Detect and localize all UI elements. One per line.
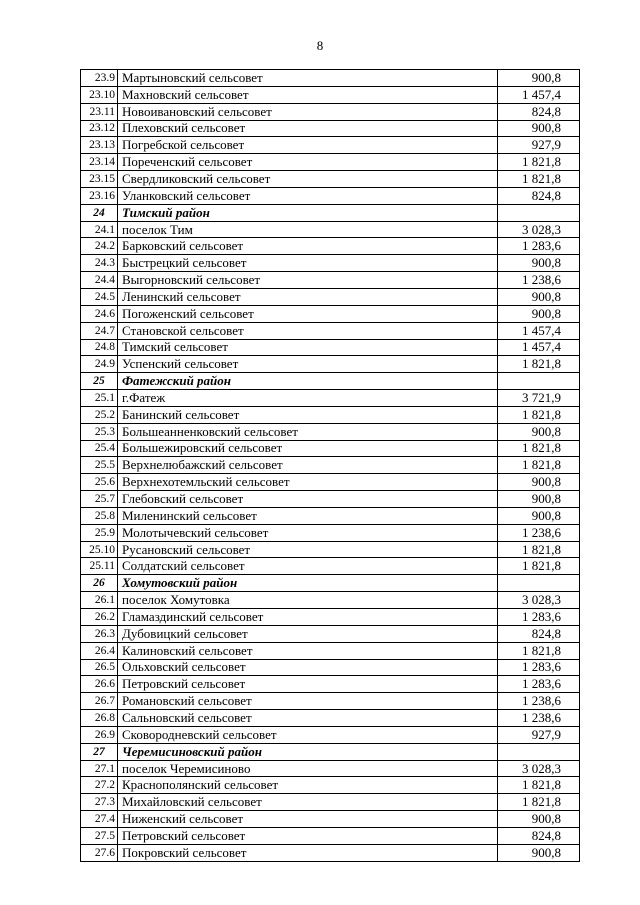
settlement-name-cell: Покровский сельсовет [118,844,498,861]
amount-cell [498,373,580,390]
row-number-cell: 27.6 [81,844,118,861]
row-number-cell: 27 [81,743,118,760]
settlement-name-cell: Мартыновский сельсовет [118,70,498,87]
amount-cell: 1 283,6 [498,659,580,676]
table-row [81,811,580,828]
district-row [81,373,580,390]
settlement-name-cell: Погребской сельсовет [118,137,498,154]
table-row [81,255,580,272]
table-row [81,171,580,188]
settlement-name-cell: Ольховский сельсовет [118,659,498,676]
amount-cell [498,575,580,592]
amount-cell: 824,8 [498,187,580,204]
table-row [81,86,580,103]
row-number-cell: 27.3 [81,794,118,811]
amount-cell: 1 821,8 [498,642,580,659]
amount-cell: 900,8 [498,474,580,491]
row-number-cell: 23.10 [81,86,118,103]
settlement-name-cell: Погоженский сельсовет [118,305,498,322]
district-row [81,743,580,760]
amount-cell: 3 028,3 [498,760,580,777]
page-number: 8 [316,38,324,53]
table-row [81,659,580,676]
row-number-cell: 26.5 [81,659,118,676]
row-number-cell: 25.11 [81,558,118,575]
settlement-name-cell: поселок Хомутовка [118,592,498,609]
row-number-cell: 23.15 [81,171,118,188]
table-row [81,322,580,339]
settlement-name-cell: поселок Тим [118,221,498,238]
settlement-name-cell: Большеанненковский сельсовет [118,423,498,440]
table-row [81,693,580,710]
table-row [81,137,580,154]
amount-cell: 1 821,8 [498,541,580,558]
settlement-name-cell: Выгорновский сельсовет [118,272,498,289]
settlement-name-cell: Солдатский сельсовет [118,558,498,575]
row-number-cell: 24.4 [81,272,118,289]
row-number-cell: 24.8 [81,339,118,356]
amount-cell: 900,8 [498,305,580,322]
row-number-cell: 25.3 [81,423,118,440]
amount-cell: 1 821,8 [498,171,580,188]
table-row [81,609,580,626]
allocation-table [80,69,580,862]
row-number-cell: 24.9 [81,356,118,373]
settlement-name-cell: Михайловский сельсовет [118,794,498,811]
settlement-name-cell: Черемисиновский район [118,743,498,760]
table-row [81,339,580,356]
amount-cell: 900,8 [498,255,580,272]
table-row [81,777,580,794]
settlement-name-cell: Тимский сельсовет [118,339,498,356]
settlement-name-cell: Гламаздинский сельсовет [118,609,498,626]
settlement-name-cell: Свердликовский сельсовет [118,171,498,188]
row-number-cell: 23.12 [81,120,118,137]
table-row [81,507,580,524]
settlement-name-cell: Калиновский сельсовет [118,642,498,659]
row-number-cell: 27.2 [81,777,118,794]
amount-cell: 3 028,3 [498,592,580,609]
amount-cell: 3 721,9 [498,390,580,407]
table-row [81,272,580,289]
settlement-name-cell: Петровский сельсовет [118,827,498,844]
amount-cell: 1 821,8 [498,154,580,171]
row-number-cell: 23.13 [81,137,118,154]
row-number-cell: 24 [81,204,118,221]
table-row [81,356,580,373]
settlement-name-cell: Большежировский сельсовет [118,440,498,457]
row-number-cell: 24.5 [81,288,118,305]
row-number-cell: 27.1 [81,760,118,777]
row-number-cell: 24.1 [81,221,118,238]
row-number-cell: 25.6 [81,474,118,491]
row-number-cell: 23.9 [81,70,118,87]
table-row [81,238,580,255]
settlement-name-cell: Краснополянский сельсовет [118,777,498,794]
row-number-cell: 26.1 [81,592,118,609]
settlement-name-cell: Верхнехотемльский сельсовет [118,474,498,491]
row-number-cell: 25.10 [81,541,118,558]
settlement-name-cell: Петровский сельсовет [118,676,498,693]
table-row [81,120,580,137]
table-row [81,710,580,727]
row-number-cell: 23.14 [81,154,118,171]
amount-cell: 900,8 [498,844,580,861]
settlement-name-cell: Хомутовский район [118,575,498,592]
row-number-cell: 25.4 [81,440,118,457]
amount-cell: 1 457,4 [498,86,580,103]
settlement-name-cell: Быстрецкий сельсовет [118,255,498,272]
table-row [81,844,580,861]
settlement-name-cell: Дубовицкий сельсовет [118,625,498,642]
settlement-name-cell: Уланковский сельсовет [118,187,498,204]
settlement-name-cell: Ленинский сельсовет [118,288,498,305]
settlement-name-cell: Русановский сельсовет [118,541,498,558]
table-row [81,625,580,642]
settlement-name-cell: Пореченский сельсовет [118,154,498,171]
settlement-name-cell: Новоивановский сельсовет [118,103,498,120]
row-number-cell: 24.7 [81,322,118,339]
amount-cell: 824,8 [498,625,580,642]
table-row [81,288,580,305]
table-row [81,642,580,659]
table-row [81,187,580,204]
settlement-name-cell: г.Фатеж [118,390,498,407]
amount-cell: 1 457,4 [498,339,580,356]
amount-cell: 824,8 [498,103,580,120]
table-row [81,305,580,322]
table-row [81,524,580,541]
row-number-cell: 25.1 [81,390,118,407]
row-number-cell: 25 [81,373,118,390]
district-row [81,575,580,592]
table-row [81,592,580,609]
settlement-name-cell: Сальновский сельсовет [118,710,498,727]
amount-cell: 1 821,8 [498,356,580,373]
settlement-name-cell: Тимский район [118,204,498,221]
amount-cell: 927,9 [498,137,580,154]
table-row [81,541,580,558]
settlement-name-cell: Фатежский район [118,373,498,390]
table-row [81,558,580,575]
amount-cell: 1 821,8 [498,794,580,811]
amount-cell: 927,9 [498,726,580,743]
amount-cell: 1 238,6 [498,524,580,541]
amount-cell: 1 821,8 [498,457,580,474]
amount-cell: 3 028,3 [498,221,580,238]
amount-cell: 900,8 [498,507,580,524]
row-number-cell: 26.9 [81,726,118,743]
amount-cell: 900,8 [498,491,580,508]
row-number-cell: 24.6 [81,305,118,322]
amount-cell: 1 283,6 [498,676,580,693]
row-number-cell: 26.6 [81,676,118,693]
amount-cell: 1 821,8 [498,406,580,423]
table-row [81,423,580,440]
amount-cell: 1 457,4 [498,322,580,339]
settlement-name-cell: Плеховский сельсовет [118,120,498,137]
table-row [81,103,580,120]
settlement-name-cell: поселок Черемисиново [118,760,498,777]
district-row [81,204,580,221]
amount-cell: 1 238,6 [498,710,580,727]
settlement-name-cell: Романовский сельсовет [118,693,498,710]
table-row [81,70,580,87]
table-row [81,827,580,844]
amount-cell: 1 821,8 [498,440,580,457]
row-number-cell: 26.8 [81,710,118,727]
amount-cell [498,204,580,221]
row-number-cell: 27.5 [81,827,118,844]
amount-cell: 1 238,6 [498,693,580,710]
table-row [81,154,580,171]
table-row [81,406,580,423]
table-body [81,70,580,862]
amount-cell [498,743,580,760]
settlement-name-cell: Успенский сельсовет [118,356,498,373]
row-number-cell: 25.2 [81,406,118,423]
row-number-cell: 26.4 [81,642,118,659]
row-number-cell: 25.5 [81,457,118,474]
row-number-cell: 26.3 [81,625,118,642]
row-number-cell: 25.7 [81,491,118,508]
settlement-name-cell: Махновский сельсовет [118,86,498,103]
amount-cell: 824,8 [498,827,580,844]
amount-cell: 1 283,6 [498,609,580,626]
settlement-name-cell: Ниженский сельсовет [118,811,498,828]
amount-cell: 1 821,8 [498,558,580,575]
row-number-cell: 27.4 [81,811,118,828]
row-number-cell: 23.11 [81,103,118,120]
amount-cell: 900,8 [498,120,580,137]
row-number-cell: 26 [81,575,118,592]
table-row [81,440,580,457]
table-row [81,390,580,407]
table-row [81,726,580,743]
settlement-name-cell: Молотычевский сельсовет [118,524,498,541]
row-number-cell: 24.2 [81,238,118,255]
amount-cell: 1 821,8 [498,777,580,794]
settlement-name-cell: Становской сельсовет [118,322,498,339]
row-number-cell: 26.7 [81,693,118,710]
table-row [81,457,580,474]
amount-cell: 900,8 [498,811,580,828]
row-number-cell: 23.16 [81,187,118,204]
row-number-cell: 24.3 [81,255,118,272]
settlement-name-cell: Глебовский сельсовет [118,491,498,508]
amount-cell: 900,8 [498,288,580,305]
amount-cell: 900,8 [498,423,580,440]
table-row [81,676,580,693]
table-row [81,221,580,238]
row-number-cell: 26.2 [81,609,118,626]
table-row [81,491,580,508]
settlement-name-cell: Барковский сельсовет [118,238,498,255]
row-number-cell: 25.8 [81,507,118,524]
amount-cell: 1 238,6 [498,272,580,289]
settlement-name-cell: Банинский сельсовет [118,406,498,423]
table-row [81,760,580,777]
amount-cell: 1 283,6 [498,238,580,255]
amount-cell: 900,8 [498,70,580,87]
settlement-name-cell: Верхнелюбажский сельсовет [118,457,498,474]
row-number-cell: 25.9 [81,524,118,541]
settlement-name-cell: Сковородневский сельсовет [118,726,498,743]
table-row [81,474,580,491]
table-row [81,794,580,811]
settlement-name-cell: Миленинский сельсовет [118,507,498,524]
